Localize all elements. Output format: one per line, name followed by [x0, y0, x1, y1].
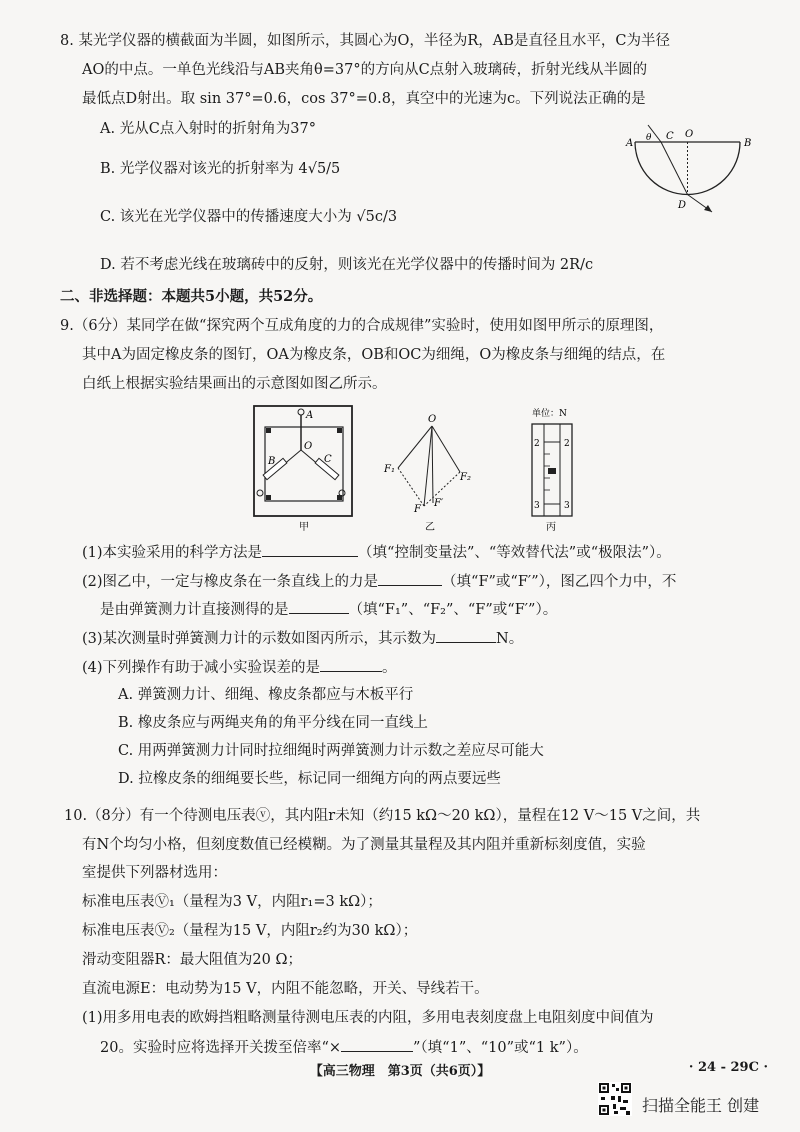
q9-p1-hint: （填“控制变量法”、“等效替代法”或“极限法”）。: [358, 545, 671, 561]
yi-caption: 乙: [425, 522, 435, 533]
q9-p4-text: (4)下列操作有助于减小实验误差的是: [82, 660, 321, 676]
yi-label-f-prime: F′: [434, 498, 444, 509]
q10-material-4: 直流电源E：电动势为15 V，内阻不能忽略，开关、导线若干。: [82, 981, 489, 997]
q9-part3: [82, 628, 523, 648]
label-theta: θ: [646, 133, 652, 143]
q10-stem-line1: 10.（8分）有一个待测电压表ⓥ，其内阻r未知（约15 kΩ～20 kΩ），量程在12 V～15 V之间，共: [64, 808, 701, 824]
q9-option-a: A. 弹簧测力计、细绳、橡皮条都应与木板平行: [118, 687, 414, 703]
label-c: C: [666, 131, 674, 142]
q10-part1-line2: [100, 1037, 588, 1057]
q8-stem-line2: AO的中点。一单色光线沿与AB夹角θ=37°的方向从C点射入玻璃砖，折射光线从半圆的: [82, 62, 648, 78]
q9-p2-text2: 是由弹簧测力计直接测得的是: [100, 602, 289, 618]
q8-option-c: C. 该光在光学仪器中的传播速度大小为 √5c/3: [100, 209, 398, 225]
q8-stem-line1: 8. 某光学仪器的横截面为半圆，如图所示，其圆心为O，半径为R，AB是直径且水平，C为半径: [60, 33, 670, 49]
q9-p2-text: (2)图乙中，一定与橡皮条在一条直线上的力是: [82, 574, 379, 590]
yi-label-f: F: [414, 504, 421, 515]
qr-code-icon: [598, 1082, 632, 1116]
q9-p2-hint2: （填“F₁”、“F₂”、“F”或“F′”）。: [348, 602, 558, 618]
label-b: B: [744, 138, 752, 149]
q9-option-c: C. 用两弹簧测力计同时拉细绳时两弹簧测力计示数之差应尽可能大: [118, 743, 544, 759]
q9-part1: [82, 542, 671, 562]
q10-material-3: 滑动变阻器R：最大阻值为20 Ω；: [82, 952, 302, 968]
q10-p1-blank[interactable]: [341, 1037, 413, 1052]
q9-p2-hint1: （填“F”或“F′”），图乙四个力中，不: [442, 574, 677, 590]
yi-label-f1: F₁: [384, 464, 395, 475]
q9-p2-blank2[interactable]: [289, 599, 349, 614]
q9-part2: [82, 571, 676, 591]
jia-label-b: B: [268, 456, 276, 467]
q9-p4-end: 。: [382, 660, 397, 676]
q8-option-b: B. 光学仪器对该光的折射率为 4√5/5: [100, 161, 341, 177]
refracted-ray: [661, 142, 688, 195]
exam-code: · 24 - 29C ·: [688, 1060, 768, 1075]
q8-semicircle-figure: [620, 120, 760, 230]
q10-p1-hint: ”（填“1”、“10”或“1 k”）。: [413, 1040, 588, 1056]
bing-tick-3-right: 3: [564, 501, 570, 511]
q9-p4-blank[interactable]: [320, 657, 382, 672]
yi-label-f2: F₂: [460, 472, 471, 483]
jia-label-a: A: [306, 410, 314, 421]
q10-stem-line3: 室提供下列器材选用：: [82, 865, 227, 881]
section-header: 二、非选择题：本题共5小题，共52分。: [60, 288, 323, 305]
jia-caption: 甲: [299, 522, 309, 533]
label-o: O: [685, 129, 694, 140]
q9-p3-unit: N。: [496, 631, 524, 647]
pin-a: [298, 409, 304, 415]
label-a: A: [626, 138, 634, 149]
q8-option-a: A. 光从C点入射时的折射角为37°: [100, 121, 316, 137]
q9-p3-text: (3)某次测量时弹簧测力计的示数如图丙所示，其示数为: [82, 631, 437, 647]
yi-label-o: O: [428, 414, 437, 425]
exit-arrow: [704, 205, 712, 212]
jia-label-c: C: [324, 454, 332, 465]
q9-part2-cont: [100, 599, 557, 619]
q9-figure-jia: [252, 404, 356, 534]
page-footer: 【高三物理 第3页（共6页）】: [309, 1064, 491, 1079]
bing-unit: 单位：N: [532, 409, 567, 419]
q9-p3-blank[interactable]: [436, 628, 496, 643]
bing-tick-2-right: 2: [564, 439, 570, 449]
bing-tick-3-left: 3: [534, 501, 540, 511]
q10-material-2: 标准电压表Ⓥ₂（量程为15 V，内阻r₂约为30 kΩ）；: [82, 923, 418, 939]
q9-figure-bing: [520, 406, 590, 534]
q9-option-d: D. 拉橡皮条的细绳要长些，标记同一细绳方向的两点要远些: [118, 771, 501, 787]
q10-stem-line2: 有N个均匀小格，但刻度数值已经模糊。为了测量其量程及其内阻并重新标刻度值，实验: [82, 837, 646, 853]
q9-figure-yi: [380, 408, 484, 534]
q9-part4: [82, 657, 397, 677]
q9-option-b: B. 橡皮条应与两绳夹角的角平分线在同一直线上: [118, 715, 428, 731]
q10-p1-text: 20。实验时应将选择开关拨至倍率“×: [100, 1040, 342, 1056]
q9-stem-line3: 白纸上根据实验结果画出的示意图如图乙所示。: [82, 376, 387, 392]
q9-p2-blank1[interactable]: [378, 571, 442, 586]
q10-part1-line1: (1)用多用电表的欧姆挡粗略测量待测电压表的内阻，多用电表刻度盘上电阻刻度中间值为: [82, 1010, 654, 1026]
bing-tick-2-left: 2: [534, 439, 540, 449]
q9-stem-line2: 其中A为固定橡皮条的图钉，OA为橡皮条，OB和OC为细绳，O为橡皮条与细绳的结点，在: [82, 347, 666, 363]
label-d: D: [678, 200, 687, 211]
bing-caption: 丙: [546, 522, 556, 533]
q9-stem-line1: 9.（6分）某同学在做“探究两个互成角度的力的合成规律”实验时，使用如图甲所示的原理图，: [60, 318, 664, 334]
scale-pointer: [548, 468, 556, 474]
q9-p1-text: (1)本实验采用的科学方法是: [82, 545, 263, 561]
q8-option-d: D. 若不考虑光线在玻璃砖中的反射，则该光在光学仪器中的传播时间为 2R/c: [100, 257, 594, 273]
q9-p1-blank[interactable]: [262, 542, 358, 557]
jia-label-o: O: [304, 441, 313, 452]
scanner-brand-text: 扫描全能王 创建: [642, 1096, 760, 1115]
q8-stem-line3: 最低点D射出。取 sin 37°=0.6，cos 37°=0.8，真空中的光速为c。下列说法正确的是: [82, 91, 646, 107]
q10-material-1: 标准电压表Ⓥ₁（量程为3 V，内阻r₁=3 kΩ）；: [82, 894, 382, 910]
